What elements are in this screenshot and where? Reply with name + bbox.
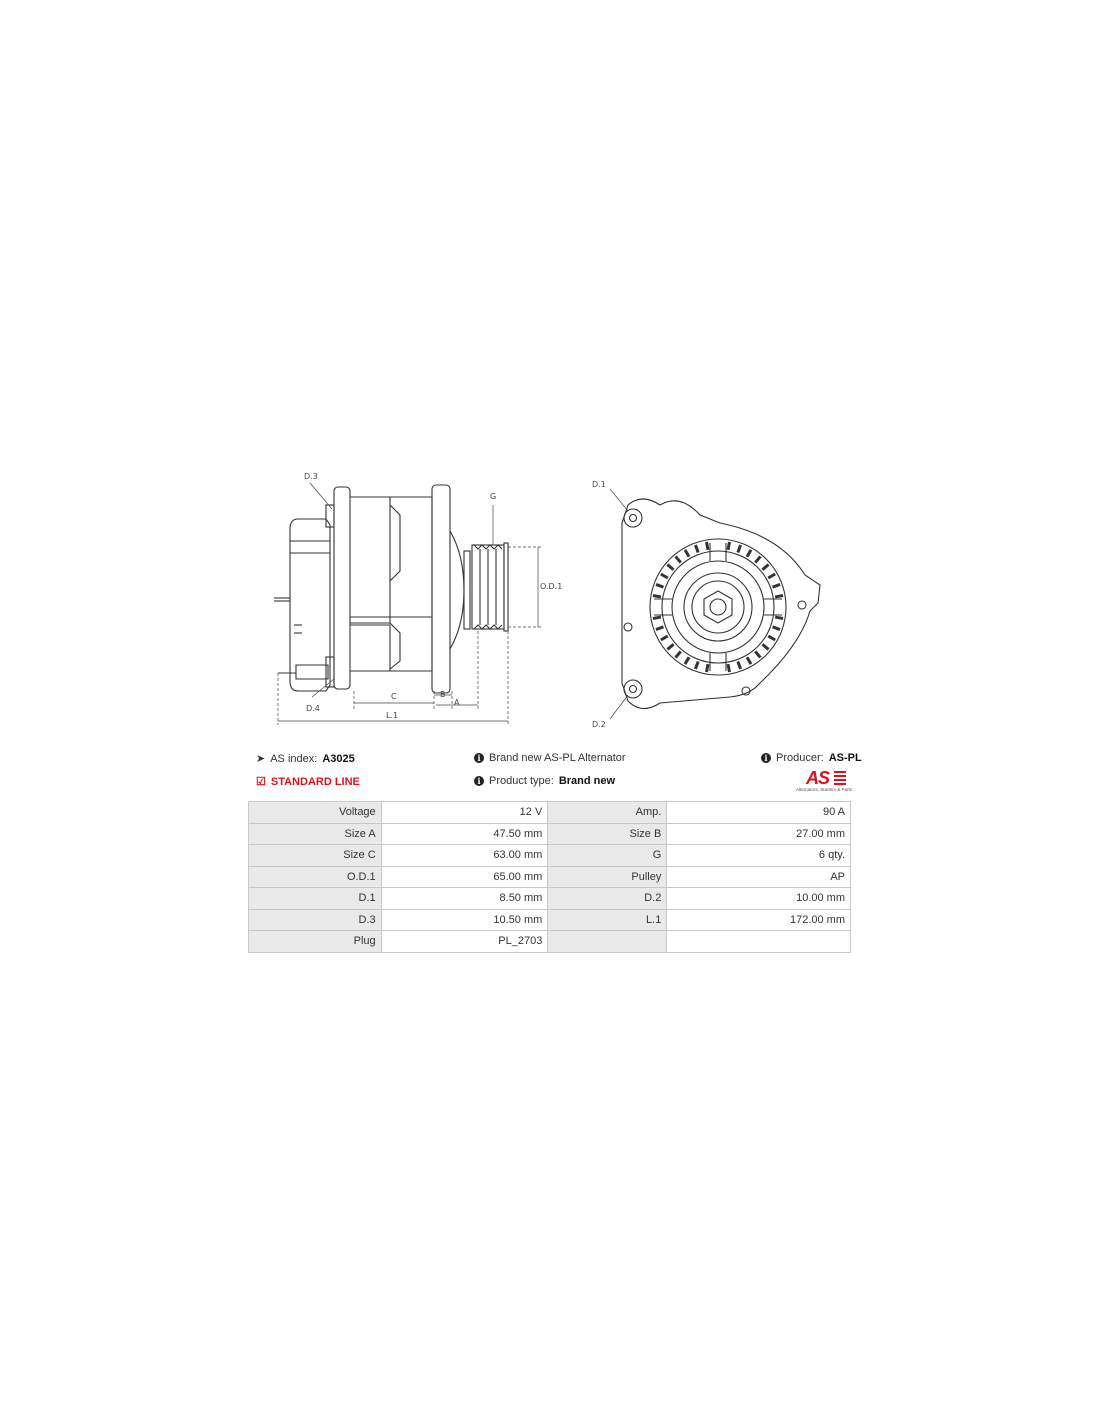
spec-label: Amp. [548, 802, 667, 824]
spec-label: Size B [548, 823, 667, 845]
spec-row [249, 823, 851, 845]
spec-value: 172.00 mm [667, 909, 851, 931]
spec-label: Size A [249, 823, 382, 845]
spec-label: L.1 [548, 909, 667, 931]
spec-row [249, 909, 851, 931]
info-circle-icon: i [474, 776, 484, 786]
spec-value: 90 A [667, 802, 851, 824]
spec-label: D.3 [249, 909, 382, 931]
spec-label: O.D.1 [249, 866, 382, 888]
spec-label: G [548, 845, 667, 867]
alternator-technical-drawing [250, 465, 860, 735]
spec-value [667, 931, 851, 953]
check-square-icon: ☑ [256, 776, 266, 788]
spec-row [249, 845, 851, 867]
label-c: C [391, 692, 397, 701]
label-g: G [490, 492, 497, 501]
spec-value: 12 V [381, 802, 548, 824]
spec-value: 10.50 mm [381, 909, 548, 931]
label-d4: D.4 [306, 704, 320, 713]
spec-row [249, 866, 851, 888]
producer-value: AS-PL [828, 752, 862, 764]
producer-info: i Producer: AS-PL [761, 752, 862, 764]
spec-label: D.1 [249, 888, 382, 910]
as-index-value: A3025 [322, 752, 355, 765]
spec-row [249, 888, 851, 910]
spec-value: PL_2703 [381, 931, 548, 953]
spec-row [249, 802, 851, 824]
label-a: A [454, 698, 460, 707]
as-index: ➤ AS index: A3025 [256, 752, 355, 765]
label-d3: D.3 [304, 472, 318, 481]
spec-value: 27.00 mm [667, 823, 851, 845]
spec-table [248, 801, 851, 953]
label-b: B [440, 690, 446, 699]
spec-row [249, 931, 851, 953]
spec-value: 63.00 mm [381, 845, 548, 867]
spec-value: 65.00 mm [381, 866, 548, 888]
spec-label: Pulley [548, 866, 667, 888]
product-type-info: i Product type: Brand new [474, 775, 615, 787]
info-circle-icon: i [474, 753, 484, 763]
brand-info: i Brand new AS-PL Alternator [474, 752, 626, 764]
spec-value: AP [667, 866, 851, 888]
standard-line-badge: ☑ STANDARD LINE [256, 775, 360, 788]
spec-label: Voltage [249, 802, 382, 824]
spec-label: Plug [249, 931, 382, 953]
label-d1: D.1 [592, 480, 606, 489]
spec-value: 47.50 mm [381, 823, 548, 845]
as-pl-logo: AS Alternators, Starters & Parts [796, 768, 853, 792]
product-type-value: Brand new [558, 775, 616, 787]
spec-label: D.2 [548, 888, 667, 910]
spec-label [548, 931, 667, 953]
spec-value: 10.00 mm [667, 888, 851, 910]
spec-label: Size C [249, 845, 382, 867]
label-d2: D.2 [592, 720, 606, 729]
info-circle-icon: i [761, 753, 771, 763]
spec-value: 8.50 mm [381, 888, 548, 910]
tags-icon: ➤ [256, 753, 266, 765]
label-l1: L.1 [386, 711, 399, 720]
spec-value: 6 qty. [667, 845, 851, 867]
label-od1: O.D.1 [540, 582, 563, 591]
